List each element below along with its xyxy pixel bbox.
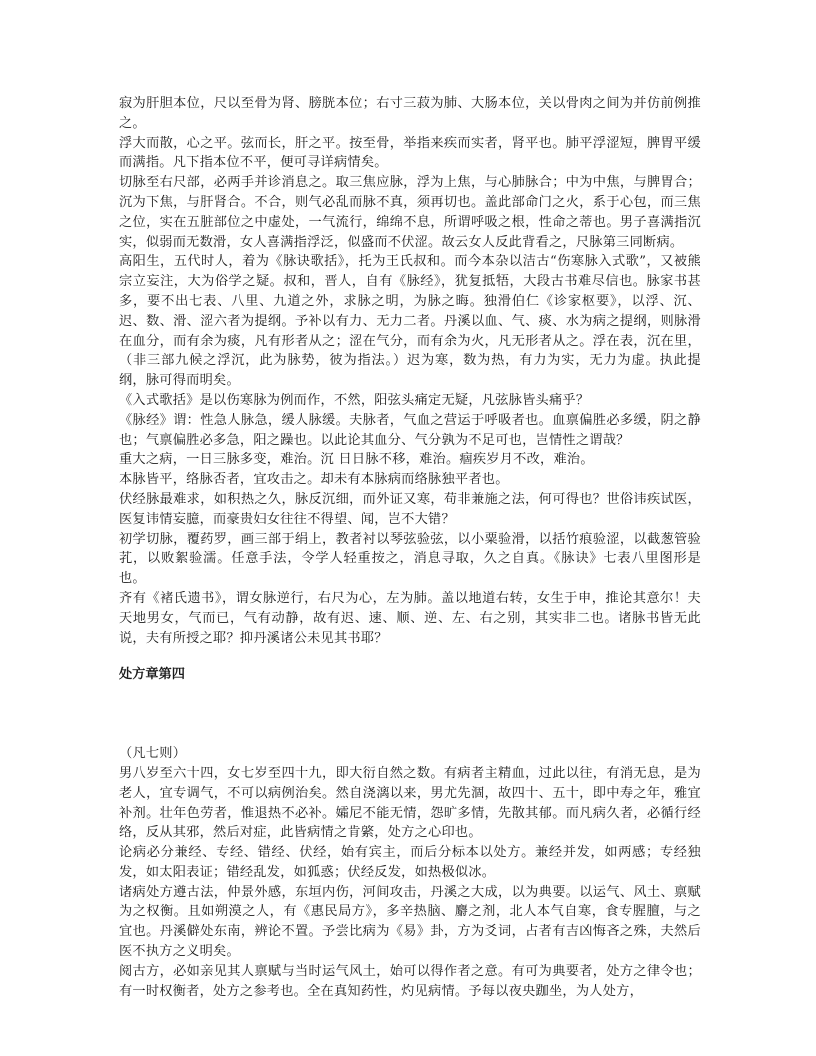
spacer <box>119 685 701 744</box>
document-page <box>119 94 701 1001</box>
paragraph: 切脉至右尺部，必两手并诊消息之。取三焦应脉，浮为上焦，与心肺脉合；中为中焦，与脾胃合；沉为下焦，与肝肾合。不合，则气必乱而脉不真，须再切也。盖此部命门之火，系于心包，而三焦之位，实在五脏部位之中虚处，一气流行，绵绵不息，所谓呼吸之根，性命之蒂也。男子喜满指沉实，似弱而无数滑，女人喜满指浮泛，似盛而不伏涩。故云女人反此背看之，尺脉第三同断病。 <box>119 175 701 250</box>
paragraph: 男八岁至六十四，女七岁至四十九，即大衍自然之数。有病者主精血，过此以往，有消无息，是为老人，宜专调气，不可以病例治矣。然自浇漓以来，男尤先涸，故四十、五十，即中寿之年，雅宜补剂。壮年色劳者，惟退热不必补。孀尼不能无情，怨旷多情，先散其郁。而凡病久者，必循行经络，反从其邪，然后对症，此皆病情之肯綮，处方之心印也。 <box>119 765 701 841</box>
paragraph: 诸病处方遵古法，仲景外感，东垣内伤，河间攻击，丹溪之大成，以为典要。以运气、风土、禀赋为之权衡。且如朔漠之人，有《惠民局方》，多辛热脑、麝之剂，北人本气自寒，食专腥膻，与之宜也。丹溪僻处东南，辨论不置。予尝比病为《易》卦，方为爻词，占者有吉凶悔吝之殊，夫然后医不执方之义明矣。 <box>119 884 701 960</box>
paragraph: 寂为肝胆本位，尺以至骨为肾、膀胱本位；右寸三菽为肺、大肠本位，关以骨肉之间为并仿前例推之。 <box>119 96 701 131</box>
chapter-note: （凡七则） <box>119 746 187 762</box>
pulse-section <box>119 94 701 648</box>
paragraph: 初学切脉，覆药罗，画三部于绢上，教者衬以琴弦验弦，以小粟验滑，以括竹痕验涩，以截葱管验芤，以败絮验濡。任意手法，令学人轻重按之，消息寻取，久之自真。《脉诀》七表八里图形是也。 <box>119 531 701 587</box>
paragraph: 齐有《褚氏遗书》，谓女脉逆行，右尺为心，左为肺。盖以地道右转，女生于申，推论其意尔！夫天地男女，气而已，气有动静，故有迟、速、顺、逆、左、右之别，其实非二也。诸脉书皆无此说，夫有所授之耶？抑丹溪诸公未见其书耶？ <box>119 590 701 646</box>
paragraph: 浮大而散，心之平。弦而长，肝之平。按至骨，举指来疾而实者，肾平也。肺平浮涩短，脾胃平缓而满指。凡下指本位不平，便可寻详病情矣。 <box>119 135 701 171</box>
paragraph: 阅古方，必如亲见其人禀赋与当时运气风土，始可以得作者之意。有可为典要者，处方之律令也；有一时权衡者，处方之参考也。全在真知药性，灼见病情。予每以夜央跏坐，为人处方， <box>119 963 701 999</box>
paragraph: 高阳生，五代时人，着为《脉诀歌括》，托为王氏叔和。而今本杂以洁古“伤寒脉入式歌”，又被熊宗立妄注，大为俗学之疑。叔和，晋人，自有《脉经》，犹复抵牾，大段古书难尽信也。脉家书甚多，要不出七表、八里、九道之外，求脉之明，为脉之晦。独滑伯仁《诊家枢要》，以浮、沉、迟、数、滑、涩六者为提纲。予补以有力、无力二者。丹溪以血、气、痰、水为病之提纲，则脉滑在血分，而有余为痰，凡有形者从之；涩在气分，而有余为火，凡无形者从之。浮在表，沉在里，（非三部九候之浮沉，此为脉势，彼为指法。）迟为寒，数为热，有力为实，无力为虚。执此提纲，脉可得而明矣。 <box>119 254 701 389</box>
paragraph: 论病必分兼经、专经、错经、伏经，始有宾主，而后分标本以处方。兼经并发，如两感；专经独发，如太阳表证；错经乱发，如狐惑；伏经反发，如热极似冰。 <box>119 845 701 880</box>
paragraph: 《入式歌括》是以伤寒脉为例而作，不然，阳弦头痛定无疑，凡弦脉皆头痛乎？ <box>119 392 590 408</box>
paragraph: 伏经脉最难求，如积热之久，脉反沉细，而外证又寒，苟非兼施之法，何可得也？世俗讳疾试医，医复讳情妄臆，而豪贵妇女往往不得望、闻，岂不大错？ <box>119 491 701 527</box>
chapter-heading: 处方章第四 <box>119 667 185 683</box>
paragraph: 本脉皆平，络脉否者，宜攻击之。却未有本脉病而络脉独平者也。 <box>119 472 509 488</box>
paragraph: 《脉经》谓：性急人脉急，缓人脉缓。夫脉者，气血之营运于呼吸者也。血禀偏胜必多缓，阴之静也；气禀偏胜必多急，阳之躁也。以此论其血分、气分孰为不足可也，岂情性之谓哉？ <box>119 412 701 448</box>
paragraph: 重大之病，一日三脉多变，难治。沉 日日脉不移，难治。痼疾岁月不改，难治。 <box>119 452 594 468</box>
prescription-section <box>119 744 701 1001</box>
